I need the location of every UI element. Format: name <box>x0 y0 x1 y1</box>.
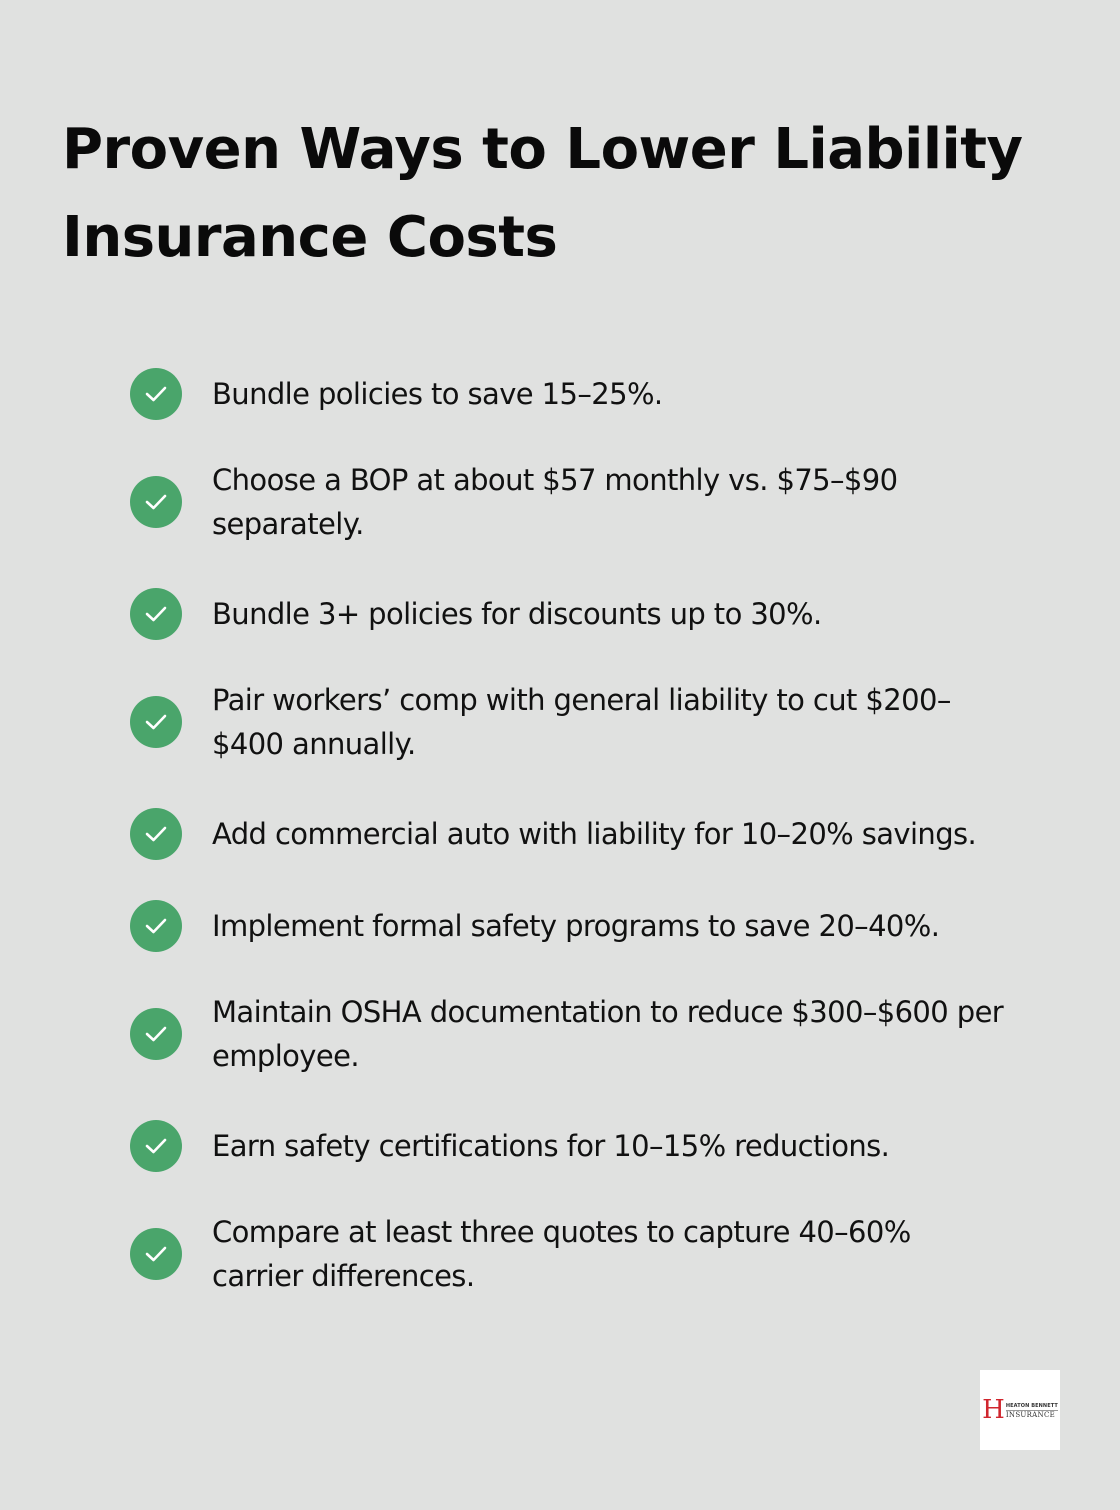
list-item-text: Maintain OSHA documentation to reduce $300–$600 per employee. <box>212 995 1004 1073</box>
check-circle-icon <box>130 368 182 420</box>
list-item <box>130 588 1030 640</box>
list-item-text: Bundle policies to save 15–25%. <box>212 377 663 411</box>
list-item <box>130 808 1030 860</box>
check-circle-icon <box>130 900 182 952</box>
list-item <box>130 900 1030 952</box>
page-title: Proven Ways to Lower Liability Insurance Costs <box>62 117 1023 270</box>
list-item <box>130 1120 1030 1172</box>
list-item <box>130 1210 1030 1298</box>
list-item-text: Pair workers’ comp with general liability to cut $200–$400 annually. <box>212 683 951 761</box>
check-circle-icon <box>130 1120 182 1172</box>
brand-logo <box>980 1370 1060 1450</box>
check-circle-icon <box>130 808 182 860</box>
list-item-text: Bundle 3+ policies for discounts up to 30%. <box>212 597 822 631</box>
logo-wordmark <box>1006 1402 1058 1419</box>
list-item-text: Add commercial auto with liability for 10–20% savings. <box>212 817 977 851</box>
list-item <box>130 678 1030 766</box>
check-circle-icon <box>130 1008 182 1060</box>
check-circle-icon <box>130 476 182 528</box>
check-circle-icon <box>130 1228 182 1280</box>
list-item <box>130 458 1030 546</box>
logo-letter: H <box>982 1395 1005 1425</box>
list-item-text: Choose a BOP at about $57 monthly vs. $75–$90 separately. <box>212 463 898 541</box>
list-item <box>130 368 1030 420</box>
list-item-text: Implement formal safety programs to save 20–40%. <box>212 909 940 943</box>
list-item-text: Earn safety certifications for 10–15% reductions. <box>212 1129 890 1163</box>
logo-line2: INSURANCE <box>1005 1410 1056 1419</box>
logo-line1: HEATON BENNETT <box>1005 1402 1058 1409</box>
check-circle-icon <box>130 696 182 748</box>
list-item-text: Compare at least three quotes to capture 40–60% carrier differences. <box>212 1215 911 1293</box>
check-circle-icon <box>130 588 182 640</box>
list-item <box>130 990 1030 1078</box>
